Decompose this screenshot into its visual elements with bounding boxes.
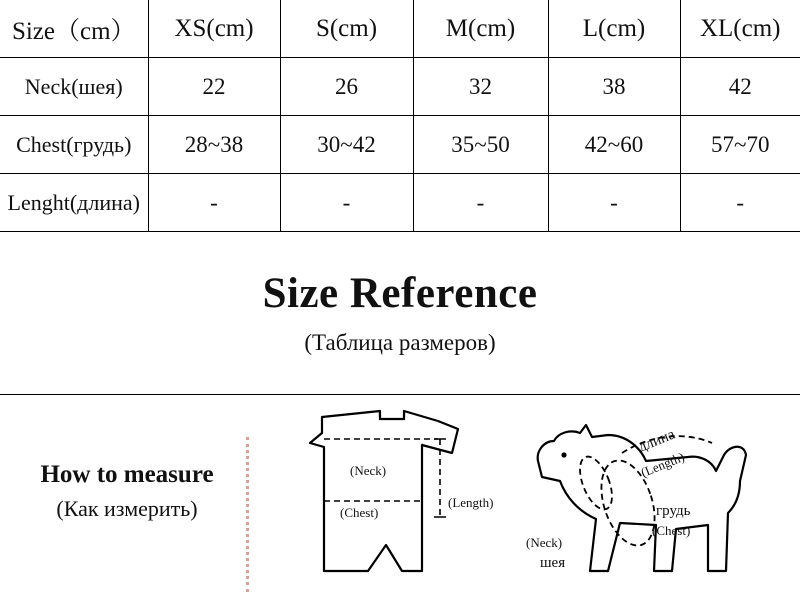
table-cell: - — [413, 174, 548, 232]
how-to-measure-subheading: (Как измерить) — [56, 496, 198, 521]
table-row — [0, 116, 800, 174]
row-label-length: Lenght(длина) — [0, 174, 148, 232]
table-cell: 42~60 — [548, 116, 680, 174]
table-cell: - — [680, 174, 800, 232]
row-label-neck: Neck(шея) — [0, 58, 148, 116]
coat-diagram — [262, 395, 510, 606]
size-table — [0, 0, 800, 232]
table-header-cell: L(cm) — [548, 0, 680, 58]
table-cell: - — [148, 174, 280, 232]
table-row — [0, 174, 800, 232]
table-header-cell: XL(cm) — [680, 0, 800, 58]
dog-diagram — [500, 395, 796, 606]
table-cell: 26 — [280, 58, 413, 116]
dog-neck-label-en: (Neck) — [526, 535, 563, 550]
table-cell: 32 — [413, 58, 548, 116]
table-cell: 30~42 — [280, 116, 413, 174]
table-cell: 22 — [148, 58, 280, 116]
dog-chest-label-ru: грудь — [656, 503, 691, 519]
table-cell: - — [548, 174, 680, 232]
table-row — [0, 58, 800, 116]
title-block — [0, 232, 800, 395]
dog-length-label-ru: длина — [636, 426, 678, 456]
table-cell: 42 — [680, 58, 800, 116]
page-title: Size Reference — [262, 270, 538, 318]
dog-neck-label-ru: шея — [540, 555, 566, 571]
table-header-row — [0, 0, 800, 58]
dog-length-label-en: (Length) — [638, 449, 687, 481]
coat-neck-label: (Neck) — [350, 463, 387, 478]
table-header-cell: M(cm) — [413, 0, 548, 58]
dotted-divider — [246, 437, 249, 592]
how-to-measure-block — [0, 395, 800, 606]
dog-illustration-icon — [500, 395, 796, 606]
table-header-cell: Size（cm） — [0, 0, 148, 58]
page-subtitle: (Таблица размеров) — [304, 329, 496, 355]
table-cell: 38 — [548, 58, 680, 116]
how-to-measure-label — [12, 457, 242, 525]
table-cell: 28~38 — [148, 116, 280, 174]
how-to-measure-heading: How to measure — [40, 461, 214, 488]
coat-length-label: (Length) — [448, 495, 494, 510]
table-cell: 35~50 — [413, 116, 548, 174]
coat-chest-label: (Chest) — [340, 505, 379, 520]
row-label-chest: Chest(грудь) — [0, 116, 148, 174]
table-header-cell: XS(cm) — [148, 0, 280, 58]
dog-chest-label-en: (Chest) — [652, 523, 691, 538]
table-cell: 57~70 — [680, 116, 800, 174]
table-cell: - — [280, 174, 413, 232]
table-header-cell: S(cm) — [280, 0, 413, 58]
